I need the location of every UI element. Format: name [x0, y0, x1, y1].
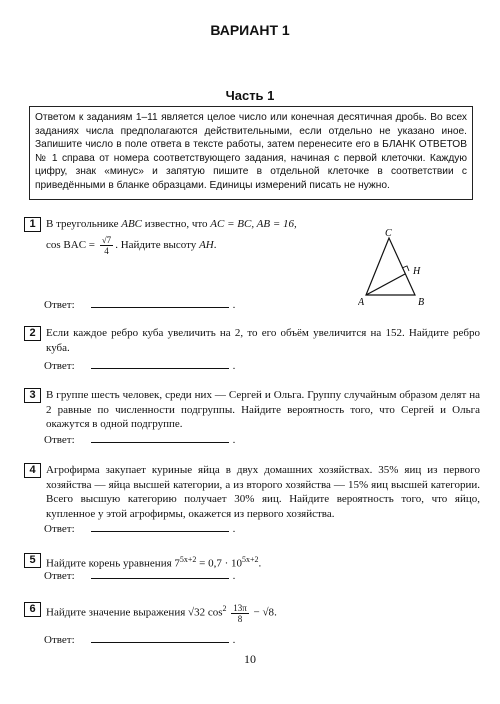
answer-field[interactable]: Ответ: .: [44, 299, 236, 311]
answer-line[interactable]: [91, 358, 229, 369]
fraction: $\frac{√7}{4}$: [101, 234, 112, 256]
part-title: Часть 1: [225, 88, 275, 103]
task-4: [24, 463, 480, 543]
task-3: [24, 388, 480, 452]
task-number: 3: [24, 388, 41, 403]
task-statement: Если каждое ребро куба увеличить на 2, то его объём увеличится на 152. Найдите ребро куба.: [46, 327, 480, 354]
answer-line[interactable]: [91, 432, 229, 443]
fraction: $\frac{13\pi}{8}$: [233, 602, 247, 624]
triangle-figure: [358, 228, 438, 308]
task-6: [24, 602, 480, 646]
instructions-box: [29, 106, 473, 200]
task-number: 5: [24, 553, 41, 568]
answer-line[interactable]: [91, 632, 229, 643]
answer-field[interactable]: Ответ: .: [44, 360, 236, 372]
label-c: C: [385, 228, 392, 239]
answer-field[interactable]: Ответ: .: [44, 570, 236, 582]
altitude-ah: [366, 274, 405, 295]
task-statement: Найдите значение выражения √32 $\cos^2$ $\frac{13\pi}{8}$ − √8.: [46, 602, 277, 624]
task-2: [24, 326, 480, 374]
variant-title: ВАРИАНТ 1: [210, 22, 290, 38]
answer-line[interactable]: [91, 568, 229, 579]
label-a: A: [358, 297, 365, 308]
label-b: B: [418, 297, 425, 308]
task-number: 2: [24, 326, 41, 341]
task-number: 6: [24, 602, 41, 617]
task-statement: Найдите корень уравнения $7^{5x+2} = 0,7 \cdot 10^{5x+2}$.: [46, 555, 262, 570]
task-statement: В треугольнике ABC известно, что AC = BC, AB = 16, cos BAC = $\frac{√7}{4}$ . Найдите высоту AH.: [46, 218, 297, 256]
answer-field[interactable]: Ответ: .: [44, 434, 236, 446]
label-h: H: [413, 266, 421, 277]
task-statement: В группе шесть человек, среди них — Сергей и Ольга. Группу случайным образом делят на 2 равные по численности подгруппы. Найдите вероятность того, что Сергей и Ольга окажутся в одной подгруппе.: [46, 389, 480, 430]
task-5: [24, 553, 480, 585]
task-statement: Агрофирма закупает куриные яйца в двух домашних хозяйствах. 35% яиц из первого хозяйства — яйца высшей категории, а из второго хозяйства — 15% яиц высшей категории. Всего высшую категорию получает 30% яиц. Найдите вероятность того, что яйцо, купленное у этой агрофирмы, окажется из первого хозяйства.: [46, 464, 480, 520]
task-number: 1: [24, 217, 41, 232]
page-number: 10: [244, 652, 256, 666]
answer-field[interactable]: Ответ: .: [44, 523, 236, 535]
answer-line[interactable]: [91, 521, 229, 532]
instructions-text: Ответом к заданиям 1–11 является целое число или конечная десятичная дробь. Во всех заданиях числа предполагаются действительными, если отдельно не указано иное. Запишите число в поле ответа в тексте работы, затем перенесите его в БЛАНК ОТВЕТОВ № 1 справа от номера соответствующего задания, начиная с первой клеточки. Каждую цифру, знак «минус» и запятую пишите в отдельной клеточке в соответствии с приведёнными в бланке образцами. Единицы измерений писать не нужно.: [35, 112, 467, 191]
answer-field[interactable]: Ответ: .: [44, 634, 236, 646]
answer-line[interactable]: [91, 297, 229, 308]
task-number: 4: [24, 463, 41, 478]
